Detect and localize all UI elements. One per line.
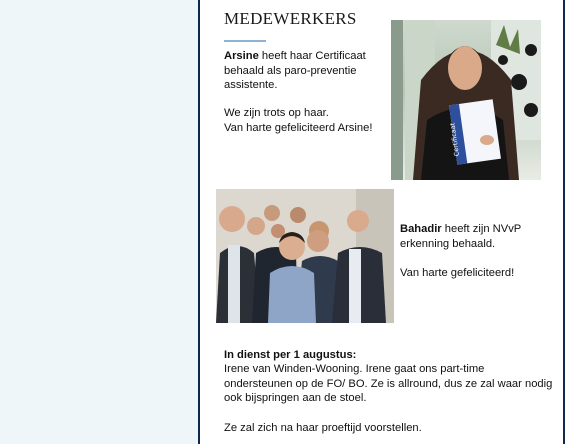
team-photo xyxy=(216,189,394,323)
arsine-congrats xyxy=(224,106,386,135)
certificate-label: Certificaat xyxy=(448,122,461,157)
bahadir-name: Bahadir xyxy=(400,223,442,235)
arsine-announcement-text: heeft haar Certificaat behaald als paro-preventie assistente. xyxy=(224,50,366,92)
bahadir-congrats: Van harte gefeliciteerd! xyxy=(400,267,515,279)
section-title: MEDEWERKERS xyxy=(224,9,357,28)
arsine-photo-illustration xyxy=(391,20,541,180)
right-border-line xyxy=(563,0,565,444)
arsine-congrats-line: Van harte gefeliciteerd Arsine! xyxy=(224,121,373,134)
irene-closing: Ze zal zich na haar proeftijd voorstellen. xyxy=(224,422,422,434)
irene-heading: In dienst per 1 augustus: xyxy=(224,349,357,361)
arsine-photo xyxy=(391,20,541,180)
arsine-announcement xyxy=(224,49,386,93)
bahadir-announcement-text: heeft zijn NVvP erkenning behaald. xyxy=(400,223,522,250)
team-photo-illustration xyxy=(216,189,394,323)
bahadir-announcement xyxy=(400,222,530,251)
arsine-name: Arsine xyxy=(224,50,259,62)
arsine-proud-line: We zijn trots op haar. xyxy=(224,107,329,119)
irene-announcement: Irene van Winden-Wooning. Irene gaat ons part-time ondersteunen op de FO/ BO. Ze is allround, dus ze zal waar nodig ook bijspringen aan de stoel. xyxy=(224,363,553,405)
left-sidebar-panel xyxy=(0,0,200,444)
title-underline xyxy=(224,40,266,42)
